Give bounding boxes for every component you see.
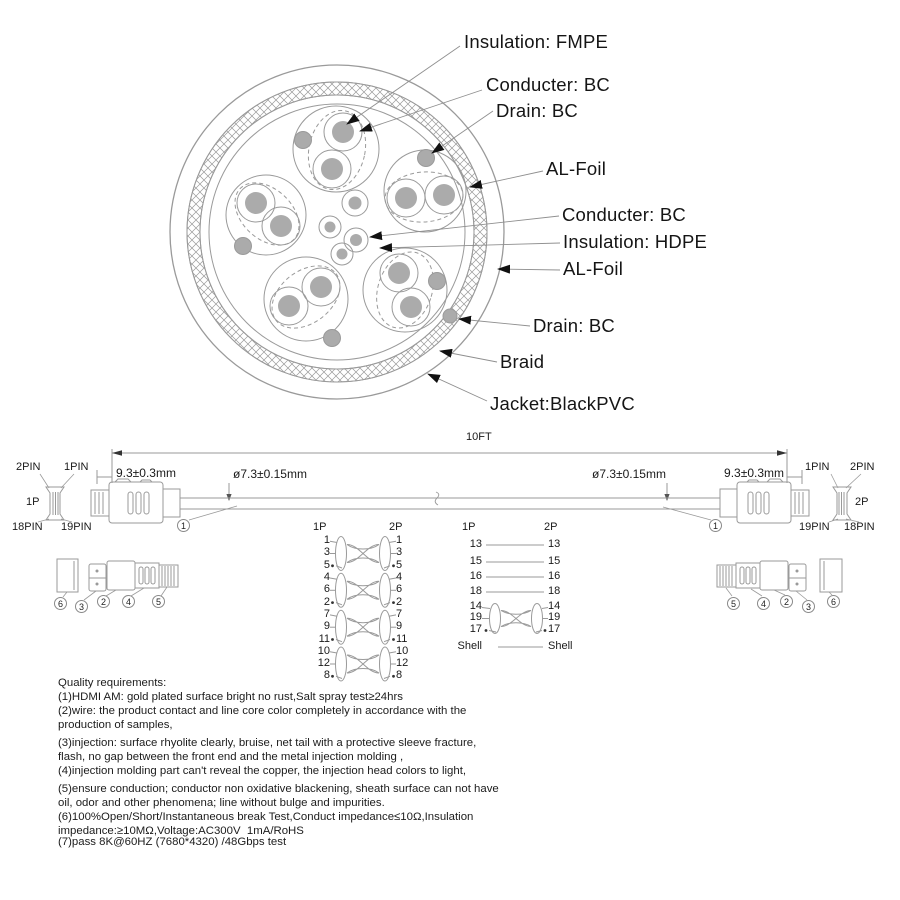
pin-number: 9 [396,620,403,632]
pin-number: 10 [317,645,330,657]
pin-number: 1 [323,534,330,546]
pin-number: Shell [548,640,573,652]
pinout-right-wiring [482,545,548,647]
left-face-1p: 1P [26,496,40,508]
label-drain-bc-top: Drain: BC [496,100,578,121]
pin-number: 13 [469,538,482,550]
pin-number: 14 [469,600,482,612]
part-number-badge: 6 [54,597,67,610]
part-number-badge: 3 [75,600,88,613]
cable-assembly [38,449,861,523]
quality-line: (6)100%Open/Short/Instantaneous break Test,Conduct impedance≤10Ω,Insulation [58,811,474,823]
pair-group-upper-left [223,170,311,257]
pin-number: 17 [548,623,561,635]
pinout-left-header-2p: 2P [389,521,403,533]
quality-line: (5)ensure conduction; conductor non oxidative blackening, sheath surface can not have [58,783,499,795]
pin-number: 13 [548,538,561,550]
label-conducter-bc-top: Conducter: BC [486,74,610,95]
label-al-foil-mid: AL-Foil [563,258,623,279]
label-drain-bc-bottom: Drain: BC [533,315,615,336]
quality-line: (7)pass 8K@60HZ (7680*4320) /48Gbps test [58,836,287,848]
pin-number: 6 [396,583,403,595]
dim-cable-dia-left: ø7.3±0.15mm [233,467,307,481]
pin-number: 18 [469,585,482,597]
exploded-left [57,559,178,600]
pinout-right-header-2p: 2P [544,521,558,533]
cross-section-drawing [170,65,504,399]
pair-group-upper-right [383,150,466,233]
pin-number: 5 [396,559,403,571]
label-conducter-bc-mid: Conducter: BC [562,204,686,225]
dim-plug-right: 9.3±0.3mm [724,466,784,480]
part-number-badge: 5 [727,597,740,610]
part-number-badge: 2 [780,595,793,608]
part-number-badge: 2 [97,595,110,608]
quality-line: (2)wire: the product contact and line core color completely in accordance with the [58,705,467,717]
label-insulation-hdpe: Insulation: HDPE [563,231,708,252]
pin-number: 8 [396,669,403,681]
pin-number: 3 [396,546,403,558]
pinout-right-header-1p: 1P [462,521,476,533]
pin-number: 1 [396,534,403,546]
right-face-19pin: 19PIN [799,521,830,533]
pin-number: 2 [396,596,403,608]
pin-number: 6 [323,583,330,595]
part-number-badge: 4 [757,597,770,610]
drain-wire-bottom [443,309,457,323]
dim-length-10ft: 10FT [466,431,492,443]
right-face-2p: 2P [855,496,869,508]
left-face-18pin: 18PIN [12,521,43,533]
right-plug [720,479,809,523]
pair-group-lower-left [260,253,352,346]
quality-line: impedance:≥10MΩ,Voltage:AC300V 1mA/RoHS [58,825,304,837]
center-wires [319,190,368,265]
pin-number: 2 [323,596,330,608]
quality-line: (4)injection molding part can't reveal the copper, the injection head colors to light, [58,765,467,777]
quality-line: flash, no gap between the front end and the metal injection molding , [58,751,404,763]
pin-number: 7 [396,608,403,620]
pin-number: 3 [323,546,330,558]
pin-number: 8 [323,669,330,681]
left-face-view [38,474,74,522]
pin-number: 16 [548,570,561,582]
dim-cable-dia-right: ø7.3±0.15mm [592,467,666,481]
pin-number: 12 [396,657,409,669]
callout-1-left: 1 [177,519,190,532]
label-braid: Braid [500,351,545,372]
pin-number: 17 [469,623,482,635]
quality-line: (1)HDMI AM: gold plated surface bright no rust,Salt spray test≥24hrs [58,691,403,703]
pin-number: 5 [323,559,330,571]
quality-line: (3)injection: surface rhyolite clearly, bruise, net tail with a protective sleeve fracture, [58,737,477,749]
left-face-19pin: 19PIN [61,521,92,533]
pin-number: 19 [548,611,561,623]
part-number-badge: 5 [152,595,165,608]
pin-number: 15 [548,555,561,567]
pin-number: 14 [548,600,561,612]
quality-line: production of samples, [58,719,173,731]
part-number-badge: 4 [122,595,135,608]
pin-number: 7 [323,608,330,620]
pin-number: 16 [469,570,482,582]
left-face-2pin: 2PIN [16,461,41,473]
part-number-badge: 6 [827,595,840,608]
right-face-2pin: 2PIN [850,461,875,473]
left-face-1pin: 1PIN [64,461,89,473]
label-al-foil-top: AL-Foil [546,158,606,179]
part-number-badge: 3 [802,600,815,613]
pin-number: Shell [457,640,482,652]
quality-line: oil, odor and other phenomena; line without bulge and impurities. [58,797,385,809]
label-insulation-fmpe: Insulation: FMPE [464,31,609,52]
right-face-18pin: 18PIN [844,521,875,533]
pin-number: 9 [323,620,330,632]
pair-group-lower-right [363,245,447,336]
pin-number: 12 [317,657,330,669]
pin-number: 19 [469,611,482,623]
pinout-left-wiring [330,537,396,682]
callout-1-right: 1 [709,519,722,532]
pin-number: 11 [396,633,408,645]
exploded-right [717,559,842,600]
quality-line: Quality requirements: [58,677,167,689]
quality-requirements [58,676,558,849]
pair-group-top [293,105,379,195]
pin-number: 11 [318,633,330,645]
pin-number: 4 [323,571,330,583]
label-jacket: Jacket:BlackPVC [490,393,635,414]
pin-number: 10 [396,645,409,657]
left-plug [91,479,180,523]
pin-number: 18 [548,585,561,597]
right-face-1pin: 1PIN [805,461,830,473]
dim-plug-left: 9.3±0.3mm [116,466,176,480]
pin-number: 4 [396,571,403,583]
pin-number: 15 [469,555,482,567]
pinout-left-header-1p: 1P [313,521,327,533]
cable-run [180,492,720,509]
